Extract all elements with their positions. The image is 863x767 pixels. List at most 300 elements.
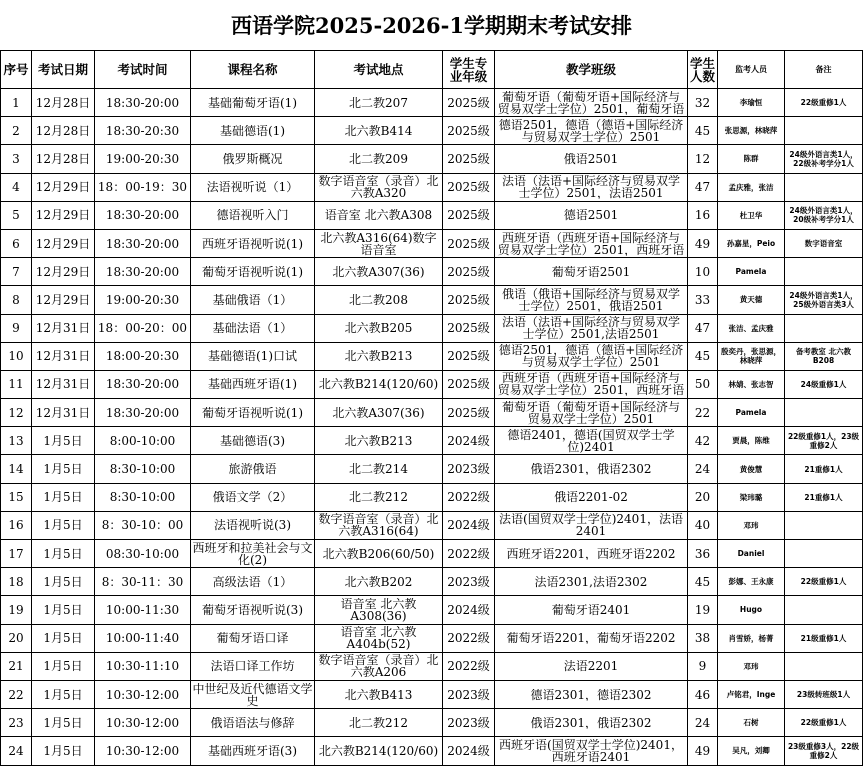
- cell-classes-text: 俄语（俄语+国际经济与贸易双学士学位）2501，俄语2501: [501, 287, 681, 312]
- cell-proctors: [718, 709, 785, 737]
- cell-course: [191, 680, 315, 708]
- cell-course-text: 俄语语法与修辞: [210, 716, 295, 729]
- cell-date: [32, 89, 95, 117]
- cell-grade: [443, 455, 495, 483]
- cell-proctors-text: 卢铭君，Inge: [726, 690, 776, 700]
- cell-proctors-text: 孙嘉星，Peio: [726, 239, 776, 249]
- cell-remark: [785, 229, 863, 257]
- cell-grade: [443, 483, 495, 511]
- cell-count-text: 49: [694, 744, 711, 757]
- cell-count: [688, 173, 718, 201]
- cell-proctors-text: 杜卫华: [739, 210, 763, 220]
- cell-no: [1, 173, 32, 201]
- cell-course-text: 法语口译工作坊: [210, 660, 295, 673]
- cell-remark: [785, 201, 863, 229]
- cell-grade-text: 2025级: [447, 96, 490, 109]
- cell-no: [1, 342, 32, 370]
- cell-proctors: [718, 117, 785, 145]
- cell-grade-text: 2025级: [447, 209, 490, 222]
- header-date: 考试日期: [32, 51, 95, 89]
- cell-classes: [495, 399, 688, 427]
- cell-grade-text: 2025级: [447, 378, 490, 391]
- cell-proctors: [718, 511, 785, 539]
- cell-date-text: 1月5日: [43, 491, 83, 504]
- cell-time: [95, 624, 191, 652]
- cell-count: [688, 540, 718, 568]
- cell-location-text: 语音室 北六教A308: [324, 209, 433, 222]
- cell-count-text: 49: [694, 237, 711, 250]
- cell-location: [315, 624, 443, 652]
- cell-date: [32, 455, 95, 483]
- cell-location: [315, 314, 443, 342]
- cell-course: [191, 540, 315, 568]
- cell-classes: [495, 511, 688, 539]
- cell-count-text: 38: [694, 632, 711, 645]
- cell-no: [1, 258, 32, 286]
- cell-date: [32, 342, 95, 370]
- cell-location-text: 北六教B214(120/60): [318, 378, 439, 391]
- cell-no: [1, 145, 32, 173]
- cell-no-text: 19: [8, 603, 24, 616]
- cell-course-text: 基础俄语（1）: [212, 293, 293, 306]
- cell-count: [688, 709, 718, 737]
- cell-location-text: 北六教B414: [344, 124, 413, 137]
- cell-location: [315, 652, 443, 680]
- table-row: [1, 286, 863, 314]
- cell-location: [315, 342, 443, 370]
- cell-count-text: 33: [694, 293, 711, 306]
- cell-count-text: 40: [694, 519, 711, 532]
- cell-date-text: 12月28日: [35, 96, 91, 109]
- cell-count-text: 36: [694, 547, 711, 560]
- cell-course-text: 西班牙语视听说(1): [202, 237, 303, 250]
- cell-time-text: 10:00-11:30: [105, 603, 180, 616]
- cell-grade: [443, 399, 495, 427]
- cell-grade-text: 2022级: [447, 491, 490, 504]
- cell-remark: [785, 286, 863, 314]
- cell-date: [32, 427, 95, 455]
- table-row: [1, 709, 863, 737]
- cell-proctors-text: 殷奕丹，张思源，林晓萍: [721, 347, 781, 366]
- cell-no: [1, 568, 32, 596]
- cell-course-text: 葡萄牙语视听说(3): [202, 603, 303, 616]
- cell-grade-text: 2025级: [447, 350, 490, 363]
- cell-classes: [495, 483, 688, 511]
- cell-grade-text: 2022级: [447, 632, 490, 645]
- cell-proctors-text: 黄天德: [739, 295, 763, 305]
- cell-location-text: 数字语音室（录音）北六教A206: [318, 654, 439, 679]
- table-row: [1, 314, 863, 342]
- cell-proctors-text: 陈群: [743, 154, 759, 164]
- cell-date-text: 1月5日: [43, 603, 83, 616]
- cell-date: [32, 117, 95, 145]
- cell-grade: [443, 342, 495, 370]
- cell-classes-text: 俄语2501: [563, 152, 619, 165]
- cell-classes: [495, 596, 688, 624]
- cell-remark: [785, 737, 863, 765]
- cell-count-text: 45: [694, 124, 711, 137]
- cell-course-text: 俄罗斯概况: [222, 152, 283, 165]
- cell-no: [1, 624, 32, 652]
- cell-classes-text: 法语（法语+国际经济与贸易双学士学位）2501,法语2501: [501, 316, 681, 341]
- cell-date-text: 12月29日: [35, 209, 91, 222]
- cell-location: [315, 511, 443, 539]
- cell-course-text: 俄语文学（2）: [212, 491, 293, 504]
- cell-classes: [495, 342, 688, 370]
- cell-proctors: [718, 342, 785, 370]
- cell-no-text: 7: [12, 265, 20, 278]
- cell-count: [688, 427, 718, 455]
- cell-date-text: 12月28日: [35, 124, 91, 137]
- cell-course-text: 基础德语(1): [220, 124, 285, 137]
- cell-date-text: 1月5日: [43, 434, 83, 447]
- cell-date: [32, 370, 95, 398]
- cell-count: [688, 737, 718, 765]
- cell-count: [688, 314, 718, 342]
- cell-classes: [495, 229, 688, 257]
- cell-location: [315, 680, 443, 708]
- cell-classes-text: 法语(国贸双学士学位)2401，法语2401: [499, 513, 683, 538]
- cell-remark-text: 24级外语言类1人，25级外语言类3人: [789, 290, 858, 309]
- cell-remark-text: 24级外语言类1人，22级补考学分1人: [789, 149, 858, 168]
- cell-remark: [785, 455, 863, 483]
- cell-grade: [443, 737, 495, 765]
- cell-remark-text: 21重修1人: [804, 492, 843, 502]
- cell-classes: [495, 709, 688, 737]
- cell-grade: [443, 258, 495, 286]
- cell-date: [32, 173, 95, 201]
- cell-date-text: 12月31日: [35, 350, 91, 363]
- exam-table: [0, 50, 863, 766]
- header-row: [1, 51, 863, 89]
- cell-no-text: 20: [8, 632, 24, 645]
- cell-date: [32, 596, 95, 624]
- cell-remark: [785, 709, 863, 737]
- cell-count-text: 16: [694, 209, 711, 222]
- cell-grade: [443, 370, 495, 398]
- table-row: [1, 483, 863, 511]
- cell-location: [315, 455, 443, 483]
- cell-proctors: [718, 596, 785, 624]
- cell-proctors: [718, 652, 785, 680]
- cell-course-text: 德语视听入门: [216, 209, 289, 222]
- cell-no-text: 5: [12, 209, 20, 222]
- cell-no: [1, 511, 32, 539]
- cell-grade: [443, 709, 495, 737]
- cell-classes-text: 德语2401，德语(国贸双学士学位)2401: [507, 428, 675, 453]
- cell-date: [32, 286, 95, 314]
- cell-classes-text: 法语2201: [563, 660, 619, 673]
- cell-course: [191, 145, 315, 173]
- cell-time-text: 10:30-11:10: [105, 660, 180, 673]
- cell-no: [1, 89, 32, 117]
- cell-course-text: 葡萄牙语视听说(1): [202, 406, 303, 419]
- cell-time: [95, 652, 191, 680]
- cell-no-text: 18: [8, 575, 24, 588]
- cell-count-text: 24: [694, 716, 711, 729]
- cell-grade: [443, 229, 495, 257]
- cell-proctors-text: 梁玮璐: [739, 492, 763, 502]
- cell-location: [315, 483, 443, 511]
- cell-location-text: 北六教B206(60/50): [322, 547, 435, 560]
- cell-no: [1, 737, 32, 765]
- table-row: [1, 89, 863, 117]
- header-classes: 教学班级: [495, 51, 688, 89]
- cell-time: [95, 483, 191, 511]
- cell-date: [32, 201, 95, 229]
- cell-count: [688, 286, 718, 314]
- cell-classes: [495, 370, 688, 398]
- cell-remark: [785, 596, 863, 624]
- cell-classes-text: 法语2301,法语2302: [534, 575, 648, 588]
- cell-no: [1, 483, 32, 511]
- cell-no-text: 3: [12, 152, 20, 165]
- cell-remark-text: 21重修1人: [804, 464, 843, 474]
- cell-classes: [495, 624, 688, 652]
- cell-no: [1, 427, 32, 455]
- cell-grade: [443, 596, 495, 624]
- cell-date: [32, 229, 95, 257]
- table-row: [1, 342, 863, 370]
- table-row: [1, 399, 863, 427]
- cell-proctors: [718, 286, 785, 314]
- cell-count-text: 46: [694, 688, 711, 701]
- cell-time: [95, 145, 191, 173]
- cell-remark: [785, 427, 863, 455]
- cell-remark-text: 23级重修3人，22级重修2人: [787, 741, 860, 760]
- cell-location: [315, 540, 443, 568]
- cell-course: [191, 229, 315, 257]
- cell-classes-text: 葡萄牙语2401: [551, 603, 631, 616]
- cell-time: [95, 201, 191, 229]
- cell-time: [95, 117, 191, 145]
- cell-grade-text: 2025级: [447, 265, 490, 278]
- cell-grade-text: 2025级: [447, 406, 490, 419]
- cell-time-text: 18:30-20:00: [105, 406, 180, 419]
- cell-grade-text: 2023级: [447, 463, 490, 476]
- cell-classes-text: 西班牙语（西班牙语+国际经济与贸易双学士学位）2501，西班牙语: [497, 372, 685, 397]
- cell-count-text: 45: [694, 350, 711, 363]
- table-row: [1, 737, 863, 765]
- cell-count: [688, 652, 718, 680]
- cell-course-text: 葡萄牙语视听说(1): [202, 265, 303, 278]
- cell-date-text: 12月31日: [35, 322, 91, 335]
- cell-classes-text: 葡萄牙语（葡萄牙语+国际经济与贸易双学士学位）2501，葡萄牙语: [497, 90, 685, 115]
- cell-remark-text: 22级重修1人: [800, 577, 847, 587]
- cell-location-text: 北六教A307(36): [332, 265, 425, 278]
- header-remark: 备注: [785, 51, 863, 89]
- cell-no: [1, 399, 32, 427]
- cell-remark: [785, 370, 863, 398]
- cell-count-text: 50: [694, 378, 711, 391]
- cell-location: [315, 89, 443, 117]
- cell-course: [191, 201, 315, 229]
- cell-date: [32, 624, 95, 652]
- cell-count: [688, 511, 718, 539]
- cell-remark-text: 22级重修1人，23级重修2人: [787, 431, 860, 450]
- cell-proctors-text: 彭娜、王永康: [728, 577, 774, 587]
- cell-count: [688, 455, 718, 483]
- cell-remark: [785, 624, 863, 652]
- cell-proctors: [718, 229, 785, 257]
- cell-time-text: 10:30-12:00: [105, 716, 180, 729]
- cell-classes: [495, 173, 688, 201]
- cell-proctors-text: 邓玮: [743, 520, 759, 530]
- cell-remark: [785, 568, 863, 596]
- cell-no-text: 11: [8, 378, 24, 391]
- table-row: [1, 258, 863, 286]
- cell-remark-text: 22级重修1人: [800, 98, 847, 108]
- cell-time-text: 8：30-11：30: [101, 575, 184, 588]
- cell-no-text: 23: [8, 716, 24, 729]
- cell-course-text: 基础法语（1）: [212, 322, 293, 335]
- cell-no-text: 24: [8, 744, 24, 757]
- cell-proctors: [718, 483, 785, 511]
- cell-classes-text: 葡萄牙语（葡萄牙语+国际经济与贸易双学士学位）2501: [501, 400, 681, 425]
- cell-classes-text: 西班牙语2201，西班牙语2202: [506, 547, 676, 560]
- cell-grade: [443, 117, 495, 145]
- table-row: [1, 455, 863, 483]
- cell-count: [688, 370, 718, 398]
- cell-count: [688, 483, 718, 511]
- cell-course-text: 基础德语(1)口试: [208, 350, 297, 363]
- cell-time: [95, 342, 191, 370]
- cell-time: [95, 286, 191, 314]
- cell-time-text: 19:00-20:30: [105, 152, 180, 165]
- cell-classes-text: 德语2501: [563, 209, 619, 222]
- cell-grade: [443, 652, 495, 680]
- table-row: [1, 173, 863, 201]
- cell-count-text: 47: [694, 181, 711, 194]
- cell-no-text: 21: [8, 660, 24, 673]
- cell-time: [95, 229, 191, 257]
- cell-course: [191, 399, 315, 427]
- table-row: [1, 117, 863, 145]
- cell-grade-text: 2024级: [447, 744, 490, 757]
- cell-grade: [443, 314, 495, 342]
- cell-grade: [443, 89, 495, 117]
- cell-time-text: 8:00-10:00: [109, 434, 176, 447]
- cell-classes-text: 德语2501，德语（德语+国际经济与贸易双学士学位）2501: [498, 344, 684, 369]
- cell-location: [315, 370, 443, 398]
- cell-proctors-text: 孟庆雅，张洁: [728, 182, 774, 192]
- cell-grade: [443, 540, 495, 568]
- cell-time: [95, 89, 191, 117]
- cell-date: [32, 680, 95, 708]
- cell-count: [688, 258, 718, 286]
- cell-course: [191, 258, 315, 286]
- cell-count-text: 24: [694, 463, 711, 476]
- cell-date-text: 12月31日: [35, 378, 91, 391]
- cell-time: [95, 173, 191, 201]
- header-no: 序号: [1, 51, 32, 89]
- cell-proctors: [718, 145, 785, 173]
- cell-no-text: 22: [8, 688, 24, 701]
- cell-date-text: 12月29日: [35, 181, 91, 194]
- cell-no: [1, 117, 32, 145]
- cell-count: [688, 229, 718, 257]
- cell-course: [191, 117, 315, 145]
- cell-location: [315, 568, 443, 596]
- cell-location: [315, 286, 443, 314]
- cell-course: [191, 314, 315, 342]
- cell-time: [95, 680, 191, 708]
- cell-time-text: 8:30-10:00: [109, 463, 176, 476]
- cell-course: [191, 173, 315, 201]
- cell-remark-text: 24级外语言类1人，20级补考学分1人: [789, 206, 858, 225]
- cell-remark: [785, 399, 863, 427]
- cell-proctors: [718, 399, 785, 427]
- cell-no-text: 9: [12, 322, 20, 335]
- cell-time-text: 19:00-20:30: [105, 293, 180, 306]
- cell-time-text: 18:00-20:30: [105, 350, 180, 363]
- cell-proctors-text: 李瑜恒: [739, 98, 763, 108]
- cell-classes: [495, 680, 688, 708]
- cell-proctors: [718, 737, 785, 765]
- cell-course: [191, 427, 315, 455]
- cell-course: [191, 483, 315, 511]
- table-row: [1, 652, 863, 680]
- cell-proctors-text: 吴凡，刘卿: [732, 746, 770, 756]
- cell-proctors-text: 张洁、孟庆雅: [728, 323, 774, 333]
- cell-no-text: 6: [12, 237, 20, 250]
- cell-remark: [785, 145, 863, 173]
- table-row: [1, 145, 863, 173]
- cell-classes: [495, 89, 688, 117]
- cell-course-text: 高级法语（1）: [212, 575, 293, 588]
- cell-remark: [785, 680, 863, 708]
- cell-no: [1, 286, 32, 314]
- cell-time-text: 18:30-20:00: [105, 237, 180, 250]
- cell-time: [95, 596, 191, 624]
- cell-proctors: [718, 258, 785, 286]
- cell-time: [95, 709, 191, 737]
- cell-time: [95, 370, 191, 398]
- cell-no: [1, 680, 32, 708]
- cell-classes-text: 德语2501，德语（德语+国际经济与贸易双学士学位）2501: [498, 118, 684, 143]
- cell-location: [315, 145, 443, 173]
- cell-grade-text: 2024级: [447, 519, 490, 532]
- cell-proctors: [718, 427, 785, 455]
- cell-no: [1, 455, 32, 483]
- cell-date-text: 1月5日: [43, 632, 83, 645]
- cell-count-text: 42: [694, 434, 711, 447]
- cell-no: [1, 314, 32, 342]
- cell-count-text: 9: [698, 660, 707, 673]
- cell-count: [688, 568, 718, 596]
- cell-proctors: [718, 624, 785, 652]
- cell-classes: [495, 737, 688, 765]
- cell-count: [688, 680, 718, 708]
- cell-time: [95, 568, 191, 596]
- cell-grade: [443, 568, 495, 596]
- cell-no: [1, 201, 32, 229]
- cell-proctors: [718, 370, 785, 398]
- cell-proctors-text: 邓玮: [743, 661, 759, 671]
- cell-no-text: 16: [8, 519, 24, 532]
- cell-location-text: 北六教B213: [344, 434, 413, 447]
- cell-date-text: 1月5日: [43, 519, 83, 532]
- cell-course: [191, 652, 315, 680]
- cell-classes-text: 葡萄牙语2501: [551, 265, 631, 278]
- cell-course-text: 基础葡萄牙语(1): [208, 96, 297, 109]
- table-row: [1, 540, 863, 568]
- cell-remark-text: 22级重修1人: [800, 718, 847, 728]
- cell-grade-text: 2025级: [447, 293, 490, 306]
- cell-count: [688, 89, 718, 117]
- cell-course: [191, 511, 315, 539]
- cell-no-text: 2: [12, 124, 20, 137]
